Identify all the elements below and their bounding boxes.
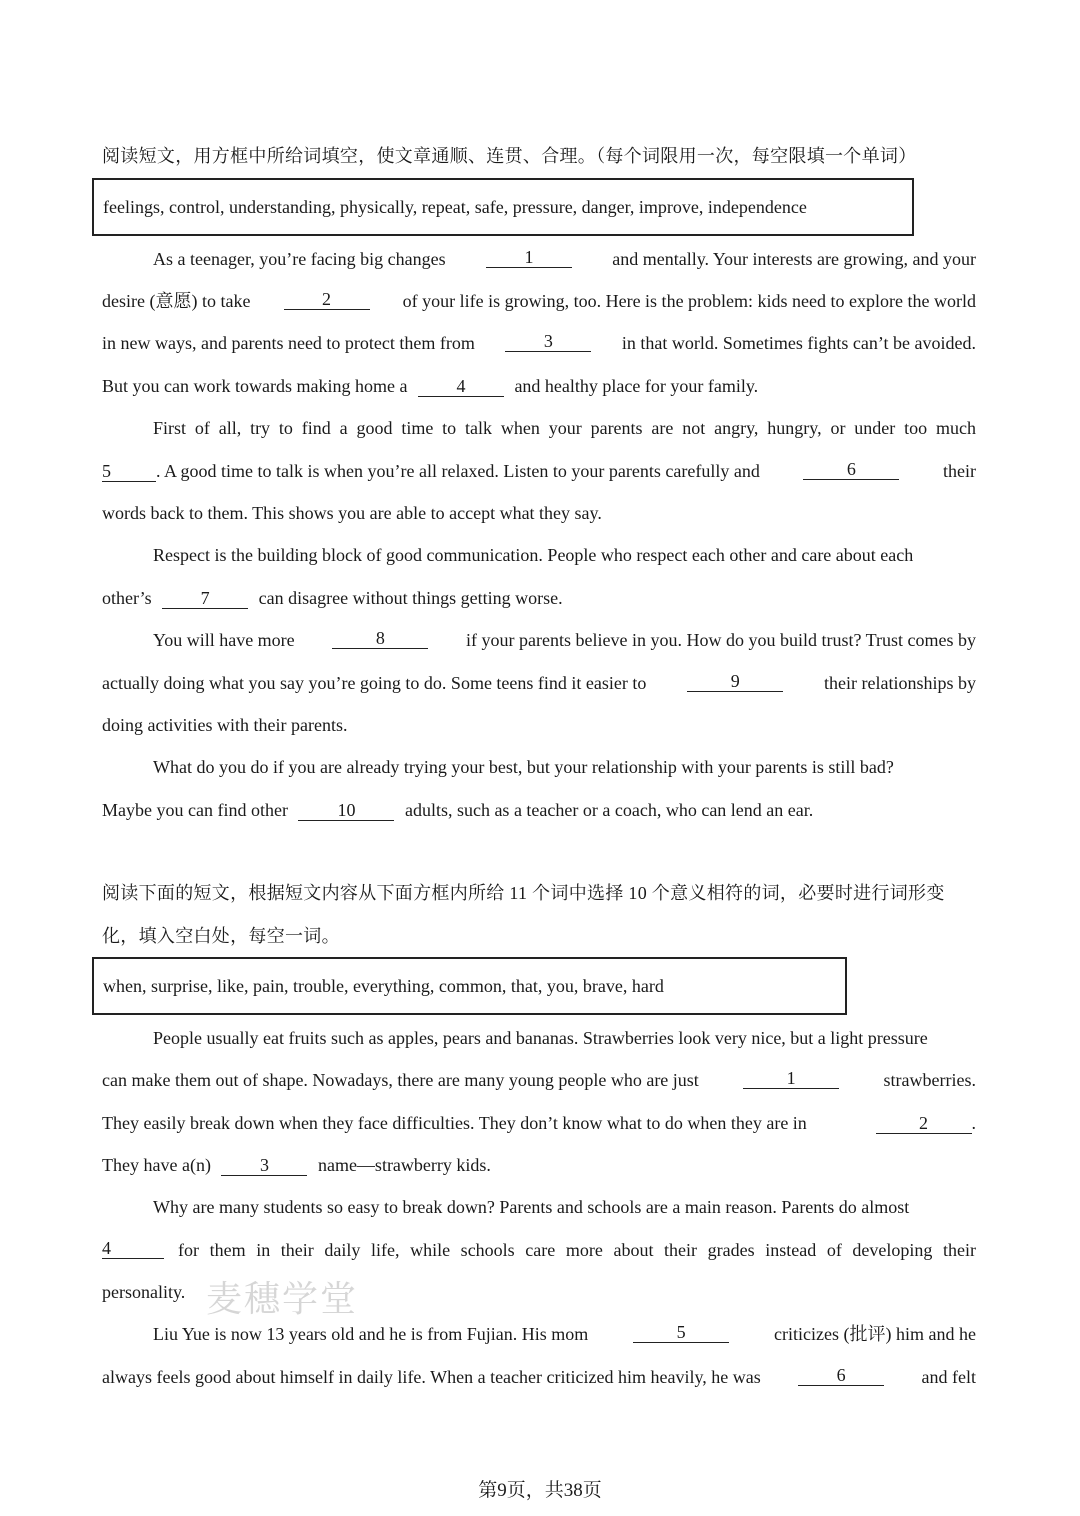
s1-p4-line3: doing activities with their parents.	[102, 715, 348, 735]
s1-blank-6[interactable]: 6	[803, 459, 899, 480]
s1-p1-line2: desire (意愿) to take 2 of your life is growing, too. Here is the problem: kids need to explore the world	[102, 289, 976, 311]
s1-p5-line2: Maybe you can find other 10 adults, such as a teacher or a coach, who can lend an ear.	[102, 800, 814, 820]
section2-word-box	[92, 957, 847, 1015]
watermark: 麦穗学堂	[206, 1279, 359, 1320]
s1-p3-line2: other’s 7 can disagree without things getting worse.	[102, 588, 563, 608]
s1-p2-line2: 5 . A good time to talk is when you’re all relaxed. Listen to your parents carefully and 6 their	[102, 459, 976, 481]
s1-blank-8[interactable]: 8	[332, 628, 428, 649]
s2-blank-1[interactable]: 1	[743, 1068, 839, 1089]
s1-p4-line1: You will have more 8 if your parents believe in you. How do you build trust? Trust comes by	[153, 628, 976, 650]
section1-word-box	[92, 178, 914, 236]
s2-blank-2[interactable]: 2	[876, 1113, 972, 1134]
s1-p2-line3: words back to them. This shows you are able to accept what they say.	[102, 503, 602, 523]
s1-p1-line4: But you can work towards making home a 4 and healthy place for your family.	[102, 376, 759, 396]
s2-blank-5[interactable]: 5	[633, 1322, 729, 1343]
s2-p2-line2: 4 for them in their daily life, while schools care more about their grades instead of developing their	[102, 1238, 976, 1260]
s1-p1-line3: in new ways, and parents need to protect them from 3 in that world. Sometimes fights can’t be avoided.	[102, 331, 976, 353]
s2-p2-line1: Why are many students so easy to break down? Parents and schools are a main reason. Parents do almost	[153, 1197, 910, 1217]
section2-instruction-line2: 化，填入空白处，每空一词。	[102, 926, 340, 946]
s2-p1-line2: can make them out of shape. Nowadays, there are many young people who are just 1 strawberries.	[102, 1068, 976, 1090]
s2-blank-3[interactable]: 3	[221, 1155, 307, 1176]
s1-blank-2[interactable]: 2	[284, 289, 370, 310]
s2-p1-line1: People usually eat fruits such as apples, pears and bananas. Strawberries look very nice, but a light pressure	[153, 1028, 928, 1048]
s1-blank-4[interactable]: 4	[418, 376, 504, 397]
s1-blank-5[interactable]: 5	[102, 461, 156, 482]
s1-p2-line1: First of all, try to find a good time to talk when your parents are not angry, hungry, or under too much	[153, 418, 976, 438]
section2-instruction-line1: 阅读下面的短文，根据短文内容从下面方框内所给 11 个词中选择 10 个意义相符的词，必要时进行词形变	[102, 883, 945, 903]
s1-blank-3[interactable]: 3	[505, 331, 591, 352]
section1-instruction: 阅读短文，用方框中所给词填空，使文章通顺、连贯、合理。（每个词限用一次，每空限填一个单词）	[102, 146, 917, 166]
s1-p3-line1: Respect is the building block of good communication. People who respect each other and care about each	[153, 545, 914, 565]
s2-p1-line3: They easily break down when they face difficulties. They don’t know what to do when they are in 2 .	[102, 1113, 976, 1133]
s2-p3-line1: Liu Yue is now 13 years old and he is from Fujian. His mom 5 criticizes (批评) him and he	[153, 1322, 976, 1344]
s2-blank-4[interactable]: 4	[102, 1238, 164, 1259]
page-footer: 第9页，共38页	[478, 1480, 602, 1501]
s1-p4-line2: actually doing what you say you’re going to do. Some teens find it easier to 9 their relationships by	[102, 671, 976, 693]
section1-word-list: feelings, control, understanding, physically, repeat, safe, pressure, danger, improve, independence	[103, 196, 807, 217]
s1-blank-1[interactable]: 1	[486, 247, 572, 268]
s1-blank-10[interactable]: 10	[298, 800, 394, 821]
s1-blank-9[interactable]: 9	[687, 671, 783, 692]
s1-blank-7[interactable]: 7	[162, 588, 248, 609]
s2-p2-line3: personality.	[102, 1282, 186, 1302]
s2-blank-6[interactable]: 6	[798, 1365, 884, 1386]
s1-p1-line1: As a teenager, you’re facing big changes 1 and mentally. Your interests are growing, and your	[153, 247, 976, 269]
s2-p1-line4: They have a(n) 3 name—strawberry kids.	[102, 1155, 491, 1175]
section2-word-list: when, surprise, like, pain, trouble, everything, common, that, you, brave, hard	[103, 975, 664, 996]
s2-p3-line2: always feels good about himself in daily life. When a teacher criticized him heavily, he was 6 and felt	[102, 1365, 976, 1387]
s1-p5-line1: What do you do if you are already trying your best, but your relationship with your parents is still bad?	[153, 757, 894, 777]
